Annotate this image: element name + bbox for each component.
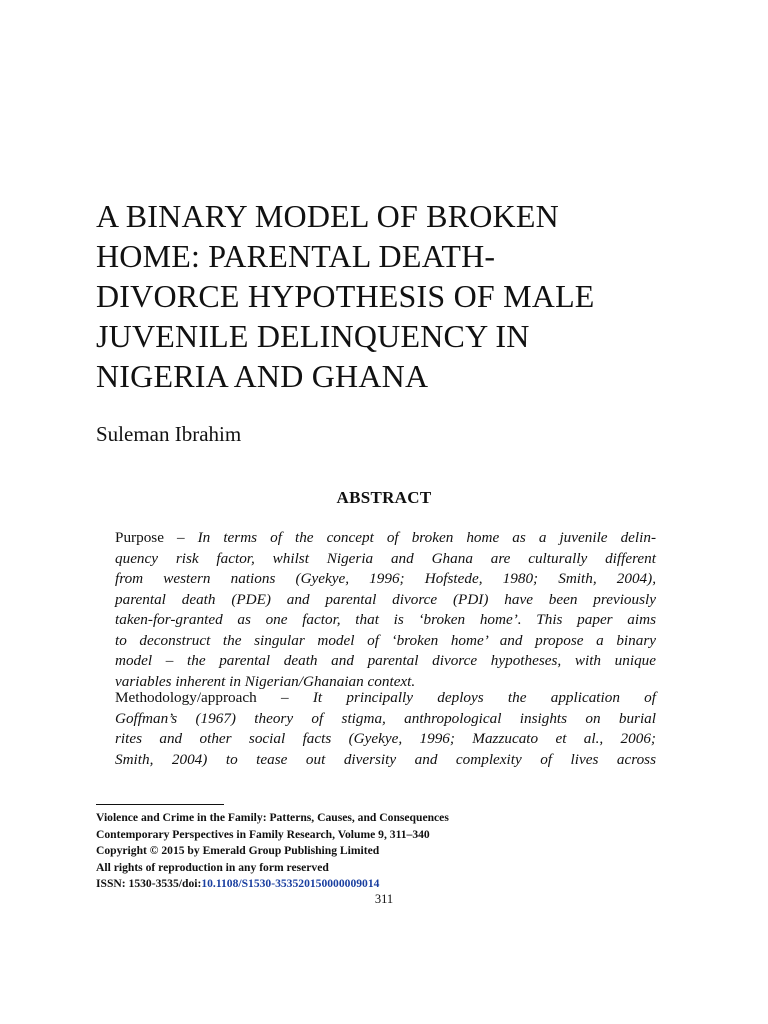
paragraph-line: parental death (PDE) and parental divorce (PDI) have been previously — [115, 590, 656, 608]
paragraph-line: model – the parental death and parental divorce hypotheses, with unique — [115, 652, 656, 669]
title-line: A BINARY MODEL OF BROKEN — [96, 198, 559, 234]
abstract-purpose-paragraph — [115, 528, 656, 692]
paragraph-line — [115, 528, 656, 549]
methodology-text: It principally deploys the application of — [312, 689, 656, 706]
rights-line: All rights of reproduction in any form reserved — [96, 860, 329, 874]
author-name: Suleman Ibrahim — [96, 422, 242, 446]
paragraph-line: Goffman’s (1967) theory of stigma, anthropological insights on burial — [115, 709, 656, 727]
copyright-line: Copyright © 2015 by Emerald Group Publishing Limited — [96, 844, 380, 857]
title-line: NIGERIA AND GHANA — [96, 358, 429, 394]
methodology-label: Methodology/approach – — [115, 689, 313, 706]
paragraph-line: taken-for-granted as one factor, that is ‘broken home’. This paper aims — [115, 611, 656, 628]
page-number: 311 — [374, 892, 394, 906]
title-line: HOME: PARENTAL DEATH- — [96, 238, 496, 274]
paragraph-line: Smith, 2004) to tease out diversity and complexity of lives across — [115, 750, 656, 768]
footnote-divider — [96, 804, 224, 805]
purpose-text: In terms of the concept of broken home as a juvenile delin- — [197, 529, 657, 546]
paragraph-line: quency risk factor, whilst Nigeria and Ghana are culturally different — [115, 549, 656, 567]
article-title — [96, 196, 696, 396]
series-info: Contemporary Perspectives in Family Research, Volume 9, 311–340 — [96, 827, 430, 841]
abstract-methodology-paragraph — [115, 688, 656, 770]
paragraph-line — [115, 688, 656, 709]
issn-prefix: ISSN: 1530-3535/doi: — [96, 877, 202, 890]
book-title: Violence and Crime in the Family: Patterns, Causes, and Consequences — [96, 811, 449, 824]
abstract-heading: ABSTRACT — [336, 488, 432, 507]
publication-footer — [96, 810, 449, 893]
paragraph-line: from western nations (Gyekye, 1996; Hofstede, 1980; Smith, 2004), — [115, 570, 656, 587]
title-line: DIVORCE HYPOTHESIS OF MALE — [96, 278, 595, 314]
paragraph-line: rites and other social facts (Gyekye, 1996; Mazzucato et al., 2006; — [115, 730, 656, 747]
paragraph-line: to deconstruct the singular model of ‘broken home’ and propose a binary — [115, 631, 656, 649]
title-line: JUVENILE DELINQUENCY IN — [96, 318, 530, 354]
paragraph-line: variables inherent in Nigerian/Ghanaian context. — [115, 672, 416, 690]
doi-link[interactable]: 10.1108/S1530-353520150000009014 — [201, 877, 380, 890]
purpose-label: Purpose – — [115, 529, 198, 546]
